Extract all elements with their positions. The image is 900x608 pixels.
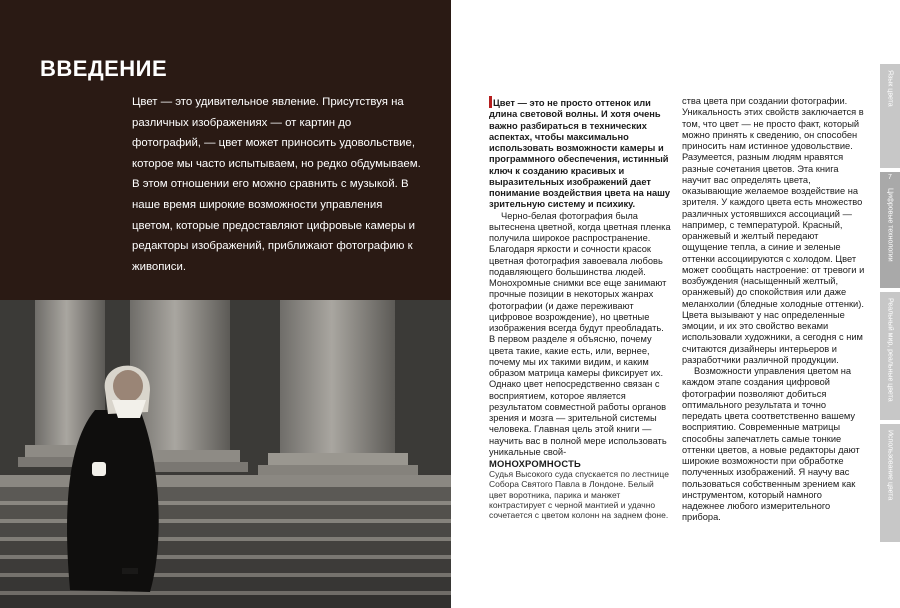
side-tab-real-world[interactable] bbox=[880, 292, 900, 420]
side-tab-digital-tech[interactable] bbox=[880, 172, 900, 288]
caption-text: Судья Высокого суда спускается по лестнице Собора Святого Павла в Лондоне. Белый цвет воротника, парика и манжет контрастирует с черной мантией и удачно сочетается с цветом колонн на заднем фоне. bbox=[489, 469, 669, 521]
side-tab-color-language[interactable] bbox=[880, 64, 900, 168]
column-3 bbox=[280, 300, 395, 458]
judge-photo bbox=[0, 300, 451, 608]
body-paragraph-2: Черно-белая фотография была вытеснена цветной, когда цветная пленка получила широкое распространение. Благодаря яркости и сочности красок цветная фотография завоевала любовь подавляющего большинства людей. Монохромные снимки все еще занимают прочные позиции в некоторых жанрах фотографии (и даже переживают цифровое возрождение), но цветные изображения всегда будут преобладать. В первом разделе я объясню, почему цвета такие, какие есть, или, вернее, почему мы их такими видим, и каким образом матрица камеры фиксирует их. Однако цвет непосредственно связан с восприятием, которое является результатом совместной работы органов зрения и мозга — зрительной системы человека. Главная цель этой книги — научить вас в полной мере использовать уникальные свой- bbox=[489, 210, 671, 457]
side-tab-label: Использование цвета bbox=[886, 430, 894, 501]
chapter-title: ВВЕДЕНИЕ bbox=[40, 56, 168, 81]
caption-heading: МОНОХРОМНОСТЬ bbox=[489, 458, 581, 469]
judge-photo-illustration bbox=[0, 300, 451, 608]
text-column-2 bbox=[682, 96, 865, 524]
page-number: 7 bbox=[888, 174, 892, 181]
side-tab-label: Язык цвета bbox=[886, 70, 894, 107]
side-tabs bbox=[880, 64, 900, 546]
side-tab-label: Реальный мир, реальные цвета bbox=[886, 298, 894, 402]
text-column-1 bbox=[489, 96, 672, 520]
intro-paragraph: Цвет — это удивительное явление. Присутствуя на различных изображениях — от картин до фотографий, — цвет может приносить удовольствие, которое мы часто испытываем, но редко обдумываем. В этом отношении его можно сравнить с музыкой. В наше время широкие возможности управления цветом, которые предоставляют цифровые камеры и редакторы изображений, приближают фотографию к живописи. bbox=[132, 96, 421, 273]
body-paragraph-3: ства цвета при создании фотографии. Уникальность этих свойств заключается в том, что цвет — не просто факт, который можно принять к сведению, он способен приносить нам истинное удовольствие. Разумеется, разным людям нравятся разные сочетания цветов. Эта книга научит вас определять цвета, оказывающие желаемое воздействие на зрителя. У каждого цвета есть множество различных устоявшихся ассоциаций — например, с температурой. Красный, оранжевый и желтый передают ощущение тепла, а синие и зеленые оттенки ассоциируются с холодом. Цвет может сообщать настроение: от тревоги и возбуждения (насыщенный желтый, оранжевый) до спокойствия или даже меланхолии (бледные холодные оттенки). Цвета вызывают у нас определенные эмоции, и их это свойство веками использовали художники, а сегодня с ним считаются дизайнеры интерьеров и разработчики различной продукции. bbox=[682, 96, 865, 365]
side-tab-using-color[interactable] bbox=[880, 424, 900, 542]
body-paragraph-4: Возможности управления цветом на каждом этапе создания цифровой фотографии позволяют добиться оптимального результата и точно передать цвета соответственно вашему восприятию. Современные матрицы способны запечатлеть самые тонкие оттенки цветов, а новые редакторы дают широкие возможности при обработке полученных изображений. Я научу вас пользоваться собственным зрением как инструментом, который намного надежнее любого измерительного прибора. bbox=[682, 366, 860, 523]
right-page bbox=[451, 0, 900, 608]
lead-first-word: Цвет bbox=[493, 98, 515, 108]
lead-paragraph bbox=[489, 96, 672, 211]
side-tab-label: Цифровые технологии bbox=[886, 188, 894, 262]
lead-text: — это не просто оттенок или длина световой волны. И хотя очень важно разбираться в технических аспектах, чтобы максимально использовать возможности камеры и программного обеспечения, истинный ключ к созданию красивых и выразительных изображений дает понимание воздействия цвета на нашу зрительную систему и психику. bbox=[489, 98, 671, 210]
red-accent-bar bbox=[489, 96, 492, 108]
